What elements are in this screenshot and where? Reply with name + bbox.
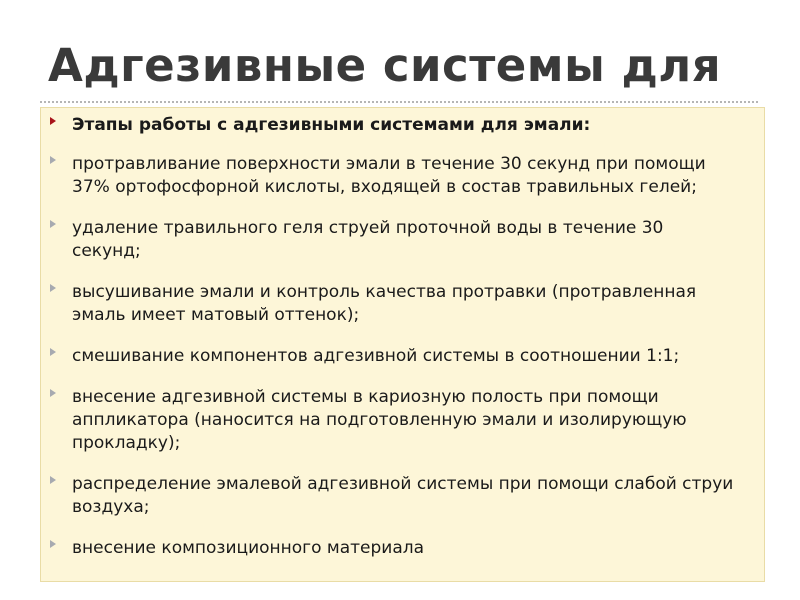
bullet-item (0, 281, 800, 327)
bullet-text: удаление травильного геля струей проточной воды в течение 30 секунд; (72, 218, 664, 261)
bullet-triangle-icon (50, 284, 56, 292)
bullet-triangle-icon (50, 540, 56, 548)
bullet-item (0, 153, 800, 199)
bullet-text: Этапы работы с адгезивными системами для эмали: (72, 115, 591, 135)
bullet-list (0, 114, 800, 578)
bullet-text: внесение адгезивной системы в кариозную полость при помощи аппликатора (наносится на подготовленную эмали и изолирующую прокладку); (72, 387, 687, 453)
bullet-triangle-icon (50, 348, 56, 356)
bullet-item (0, 217, 800, 263)
bullet-text: внесение композиционного материала (72, 538, 425, 558)
bullet-triangle-icon (50, 476, 56, 484)
bullet-item (0, 537, 800, 560)
bullet-item (0, 345, 800, 368)
bullet-triangle-icon (50, 389, 56, 397)
bullet-triangle-icon (50, 117, 56, 125)
bullet-text: смешивание компонентов адгезивной системы в соотношении 1:1; (72, 346, 680, 366)
bullet-item-header (0, 114, 800, 137)
bullet-item (0, 473, 800, 519)
slide-title: Адгезивные системы для (48, 39, 722, 92)
bullet-text: высушивание эмали и контроль качества протравки (протравленная эмаль имеет матовый оттенок); (72, 282, 697, 325)
bullet-item (0, 386, 800, 455)
bullet-triangle-icon (50, 156, 56, 164)
title-divider (40, 101, 758, 103)
bullet-triangle-icon (50, 220, 56, 228)
bullet-text: протравливание поверхности эмали в течение 30 секунд при помощи 37% ортофосфорной кислоты, входящей в состав травильных гелей; (72, 154, 706, 197)
bullet-text: распределение эмалевой адгезивной системы при помощи слабой струи воздуха; (72, 474, 734, 517)
